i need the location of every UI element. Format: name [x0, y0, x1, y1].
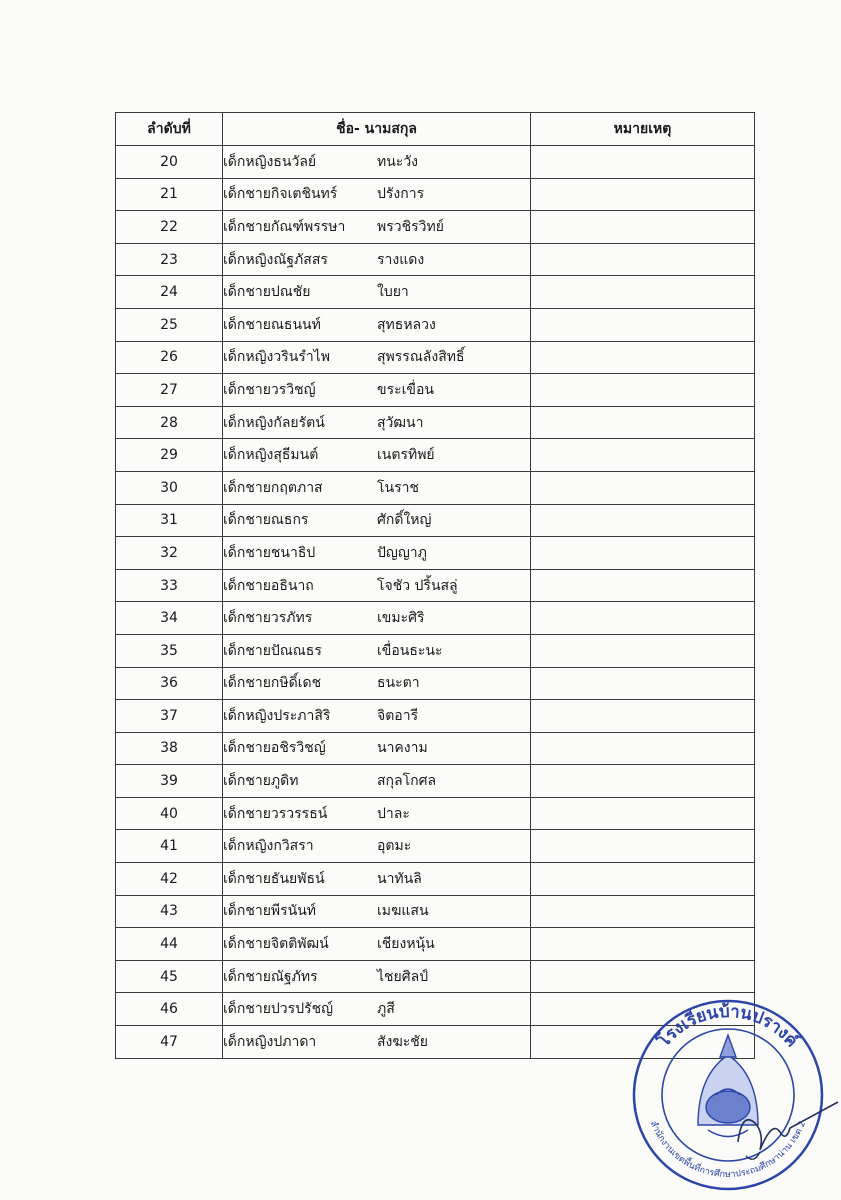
student-last-name: ทนะวัง	[377, 153, 419, 170]
student-last-name: สกุลโกศล	[377, 773, 437, 790]
student-name	[223, 634, 531, 667]
row-number: 41	[116, 830, 223, 863]
row-remark	[531, 178, 755, 211]
row-remark	[531, 863, 755, 896]
student-last-name: สังฆะชัย	[377, 1033, 428, 1050]
table-row	[116, 895, 755, 928]
student-first-name: เด็กชายวรวรรธน์	[223, 805, 328, 822]
row-number: 32	[116, 537, 223, 570]
row-number: 45	[116, 960, 223, 993]
student-last-name: ภูสี	[377, 1001, 395, 1018]
row-remark	[531, 471, 755, 504]
table-header-row	[116, 113, 755, 146]
student-last-name: รางแดง	[377, 251, 425, 268]
table-row	[116, 308, 755, 341]
table-row	[116, 569, 755, 602]
student-name	[223, 211, 531, 244]
student-last-name: เขื่อนธะนะ	[377, 642, 443, 659]
row-remark	[531, 667, 755, 700]
student-name	[223, 308, 531, 341]
row-remark	[531, 504, 755, 537]
student-last-name: นาคงาม	[377, 740, 428, 757]
row-number: 47	[116, 1026, 223, 1059]
header-remark: หมายเหตุ	[531, 113, 755, 146]
row-remark	[531, 732, 755, 765]
student-last-name: พรวชิรวิทย์	[377, 218, 444, 235]
student-roster-table	[115, 112, 755, 1059]
student-name	[223, 146, 531, 179]
row-number: 46	[116, 993, 223, 1026]
student-last-name: ปรังการ	[377, 186, 425, 203]
row-remark	[531, 276, 755, 309]
student-first-name: เด็กหญิงกัลยรัตน์	[223, 414, 325, 431]
table-row	[116, 765, 755, 798]
student-first-name: เด็กหญิงกวิสรา	[223, 838, 314, 855]
student-last-name: จิตอารี	[377, 707, 419, 724]
student-name	[223, 537, 531, 570]
table-row	[116, 211, 755, 244]
student-name	[223, 602, 531, 635]
student-first-name: เด็กชายกิจเตชินทร์	[223, 186, 338, 203]
student-last-name: ปาละ	[377, 805, 410, 822]
student-name	[223, 341, 531, 374]
student-name	[223, 895, 531, 928]
student-last-name: ธนะตา	[377, 675, 420, 692]
row-number: 22	[116, 211, 223, 244]
student-last-name: ขระเขื่อน	[377, 381, 434, 398]
student-last-name: เชียงหนุ้น	[377, 936, 435, 953]
table-row	[116, 439, 755, 472]
student-first-name: เด็กชายปณชัย	[223, 284, 311, 301]
student-first-name: เด็กชายกัณฑ์พรรษา	[223, 218, 346, 235]
student-name	[223, 993, 531, 1026]
student-first-name: เด็กหญิงสุธีมนต์	[223, 447, 319, 464]
table-row	[116, 700, 755, 733]
row-remark	[531, 765, 755, 798]
row-number: 33	[116, 569, 223, 602]
row-number: 40	[116, 797, 223, 830]
row-remark	[531, 243, 755, 276]
student-first-name: เด็กชายณัฐภัทร	[223, 968, 318, 985]
signature	[720, 1080, 841, 1170]
student-last-name: โนราช	[377, 479, 419, 496]
table-row	[116, 341, 755, 374]
student-last-name: เขมะศิริ	[377, 610, 425, 627]
row-number: 25	[116, 308, 223, 341]
student-last-name: เมฆแสน	[377, 903, 429, 920]
student-name	[223, 471, 531, 504]
student-first-name: เด็กชายปัณณธร	[223, 642, 322, 659]
student-first-name: เด็กชายวรวิชญ์	[223, 381, 316, 398]
student-first-name: เด็กชายพีรนันท์	[223, 903, 317, 920]
student-first-name: เด็กชายภูดิท	[223, 773, 299, 790]
row-remark	[531, 960, 755, 993]
row-remark	[531, 569, 755, 602]
student-first-name: เด็กหญิงประภาสิริ	[223, 707, 331, 724]
row-remark	[531, 308, 755, 341]
table-row	[116, 146, 755, 179]
row-remark	[531, 341, 755, 374]
row-remark	[531, 374, 755, 407]
student-name	[223, 243, 531, 276]
row-remark	[531, 537, 755, 570]
student-first-name: เด็กชายธันยพัธน์	[223, 870, 325, 887]
table-row	[116, 504, 755, 537]
row-remark	[531, 797, 755, 830]
table-row	[116, 830, 755, 863]
table-row	[116, 667, 755, 700]
row-number: 42	[116, 863, 223, 896]
student-name	[223, 830, 531, 863]
student-name	[223, 504, 531, 537]
row-remark	[531, 928, 755, 961]
student-first-name: เด็กหญิงปภาดา	[223, 1033, 317, 1050]
header-order: ลำดับที่	[116, 113, 223, 146]
student-last-name: สุวัฒนา	[377, 414, 424, 431]
student-first-name: เด็กชายปวรปรัชญ์	[223, 1001, 334, 1018]
stamp-top-text: โรงเรียนบ้านปรางค์	[654, 1001, 802, 1052]
table-row	[116, 732, 755, 765]
student-last-name: สุทธหลวง	[377, 316, 436, 333]
student-name	[223, 406, 531, 439]
student-first-name: เด็กหญิงธนวัลย์	[223, 153, 317, 170]
student-last-name: โจชัว ปริ้นสลู่	[377, 577, 458, 594]
student-name	[223, 439, 531, 472]
row-number: 35	[116, 634, 223, 667]
table-row	[116, 178, 755, 211]
row-number: 38	[116, 732, 223, 765]
table-row	[116, 797, 755, 830]
row-number: 34	[116, 602, 223, 635]
row-number: 29	[116, 439, 223, 472]
student-name	[223, 569, 531, 602]
student-name	[223, 276, 531, 309]
student-first-name: เด็กหญิงณัฐภัสสร	[223, 251, 328, 268]
student-first-name: เด็กชายจิตติพัฒน์	[223, 936, 329, 953]
student-last-name: ใบยา	[377, 284, 409, 301]
table-row	[116, 863, 755, 896]
table-row	[116, 406, 755, 439]
row-number: 28	[116, 406, 223, 439]
row-remark	[531, 830, 755, 863]
row-remark	[531, 439, 755, 472]
student-first-name: เด็กชายณธนนท์	[223, 316, 321, 333]
row-number: 23	[116, 243, 223, 276]
student-name	[223, 667, 531, 700]
student-first-name: เด็กชายวรภัทร	[223, 610, 313, 627]
table-row	[116, 634, 755, 667]
row-number: 27	[116, 374, 223, 407]
row-number: 24	[116, 276, 223, 309]
table-row	[116, 471, 755, 504]
row-number: 37	[116, 700, 223, 733]
student-name	[223, 765, 531, 798]
row-number: 21	[116, 178, 223, 211]
row-number: 31	[116, 504, 223, 537]
student-last-name: ศักดิ์ใหญ่	[377, 512, 432, 529]
row-number: 26	[116, 341, 223, 374]
student-name	[223, 960, 531, 993]
student-name	[223, 797, 531, 830]
row-number: 36	[116, 667, 223, 700]
student-first-name: เด็กชายอธินาถ	[223, 577, 314, 594]
row-remark	[531, 406, 755, 439]
row-number: 30	[116, 471, 223, 504]
table-row	[116, 276, 755, 309]
student-name	[223, 374, 531, 407]
table-row	[116, 243, 755, 276]
row-remark	[531, 211, 755, 244]
student-last-name: เนตรทิพย์	[377, 447, 435, 464]
student-last-name: สุพรรณลังสิทธิ์	[377, 349, 465, 366]
header-name: ชื่อ- นามสกุล	[223, 113, 531, 146]
student-first-name: เด็กชายอชิรวิชญ์	[223, 740, 326, 757]
row-remark	[531, 895, 755, 928]
student-name	[223, 1026, 531, 1059]
table-row	[116, 374, 755, 407]
row-remark	[531, 602, 755, 635]
table-row	[116, 537, 755, 570]
student-name	[223, 732, 531, 765]
student-first-name: เด็กหญิงวรินรำไพ	[223, 349, 330, 366]
student-first-name: เด็กชายชนาธิป	[223, 544, 316, 561]
student-last-name: อุตมะ	[377, 838, 412, 855]
row-number: 44	[116, 928, 223, 961]
student-last-name: นาทันลิ	[377, 870, 422, 887]
student-last-name: ไชยศิลป์	[377, 968, 429, 985]
row-number: 20	[116, 146, 223, 179]
row-number: 39	[116, 765, 223, 798]
row-number: 43	[116, 895, 223, 928]
student-name	[223, 700, 531, 733]
table-row	[116, 960, 755, 993]
student-last-name: ปัญญาภู	[377, 544, 427, 561]
student-name	[223, 178, 531, 211]
student-first-name: เด็กชายกษิดิ์เดช	[223, 675, 322, 692]
table-row	[116, 602, 755, 635]
student-first-name: เด็กชายณธกร	[223, 512, 309, 529]
row-remark	[531, 634, 755, 667]
stamp-bottom-text: สำนักงานเขตพื้นที่การศึกษาประถมศึกษาน่าน เขต 2	[647, 1119, 809, 1181]
row-remark	[531, 700, 755, 733]
student-first-name: เด็กชายกฤตภาส	[223, 479, 323, 496]
student-name	[223, 863, 531, 896]
row-remark	[531, 146, 755, 179]
table-row	[116, 928, 755, 961]
student-name	[223, 928, 531, 961]
